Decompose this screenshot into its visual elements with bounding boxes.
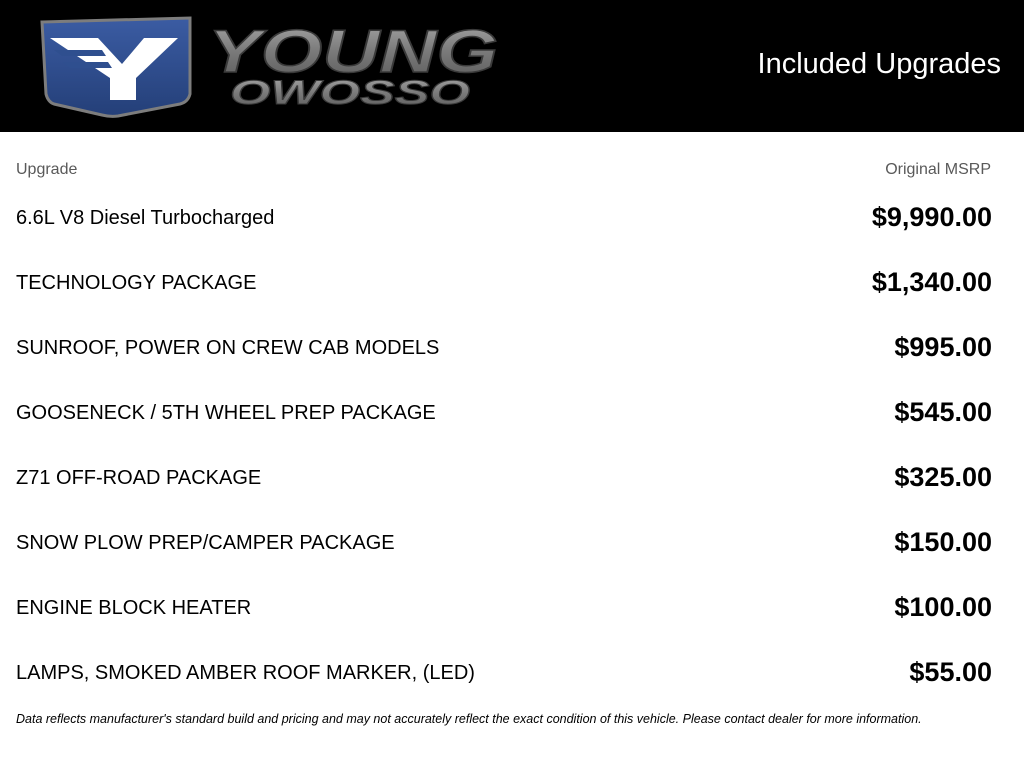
upgrade-price: $1,340.00: [871, 267, 992, 297]
upgrade-price: $100.00: [894, 592, 992, 622]
upgrade-name: TECHNOLOGY PACKAGE: [16, 272, 257, 294]
upgrade-row: [0, 510, 1024, 575]
upgrade-price: $9,990.00: [871, 202, 992, 232]
upgrade-price: $325.00: [894, 462, 992, 492]
upgrade-name: SUNROOF, POWER ON CREW CAB MODELS: [16, 337, 440, 359]
upgrade-list: [0, 185, 1024, 705]
young-owosso-logo-icon: [40, 16, 510, 118]
upgrade-name: Z71 OFF-ROAD PACKAGE: [16, 467, 262, 489]
upgrade-row: [0, 640, 1024, 705]
upgrade-name: LAMPS, SMOKED AMBER ROOF MARKER, (LED): [16, 662, 475, 684]
upgrade-row: [0, 380, 1024, 445]
upgrade-price: $545.00: [894, 397, 992, 427]
page-title: Included Upgrades: [757, 48, 1001, 80]
column-header-msrp: Original MSRP: [885, 161, 991, 178]
upgrade-name: ENGINE BLOCK HEATER: [16, 597, 252, 619]
upgrade-name: 6.6L V8 Diesel Turbocharged: [16, 207, 275, 229]
upgrade-price: $150.00: [894, 527, 992, 557]
upgrade-row: [0, 575, 1024, 640]
upgrade-price: $995.00: [894, 332, 992, 362]
upgrade-row: [0, 250, 1024, 315]
upgrade-name: SNOW PLOW PREP/CAMPER PACKAGE: [16, 532, 395, 554]
upgrade-price: $55.00: [909, 657, 992, 687]
upgrade-row: [0, 315, 1024, 380]
upgrade-name: GOOSENECK / 5TH WHEEL PREP PACKAGE: [16, 402, 436, 424]
upgrade-row: [0, 185, 1024, 250]
upgrade-row: [0, 445, 1024, 510]
header-bar: [0, 0, 1024, 132]
logo-wordmark-line2: OWOSSO: [230, 74, 470, 112]
disclaimer-text: Data reflects manufacturer's standard build and pricing and may not accurately reflect the exact condition of this vehicle. Please contact dealer for more information.: [16, 712, 922, 726]
dealer-logo: [40, 16, 510, 118]
logo-wordmark-line1: YOUNG: [208, 18, 498, 85]
column-header-upgrade: Upgrade: [16, 161, 78, 178]
